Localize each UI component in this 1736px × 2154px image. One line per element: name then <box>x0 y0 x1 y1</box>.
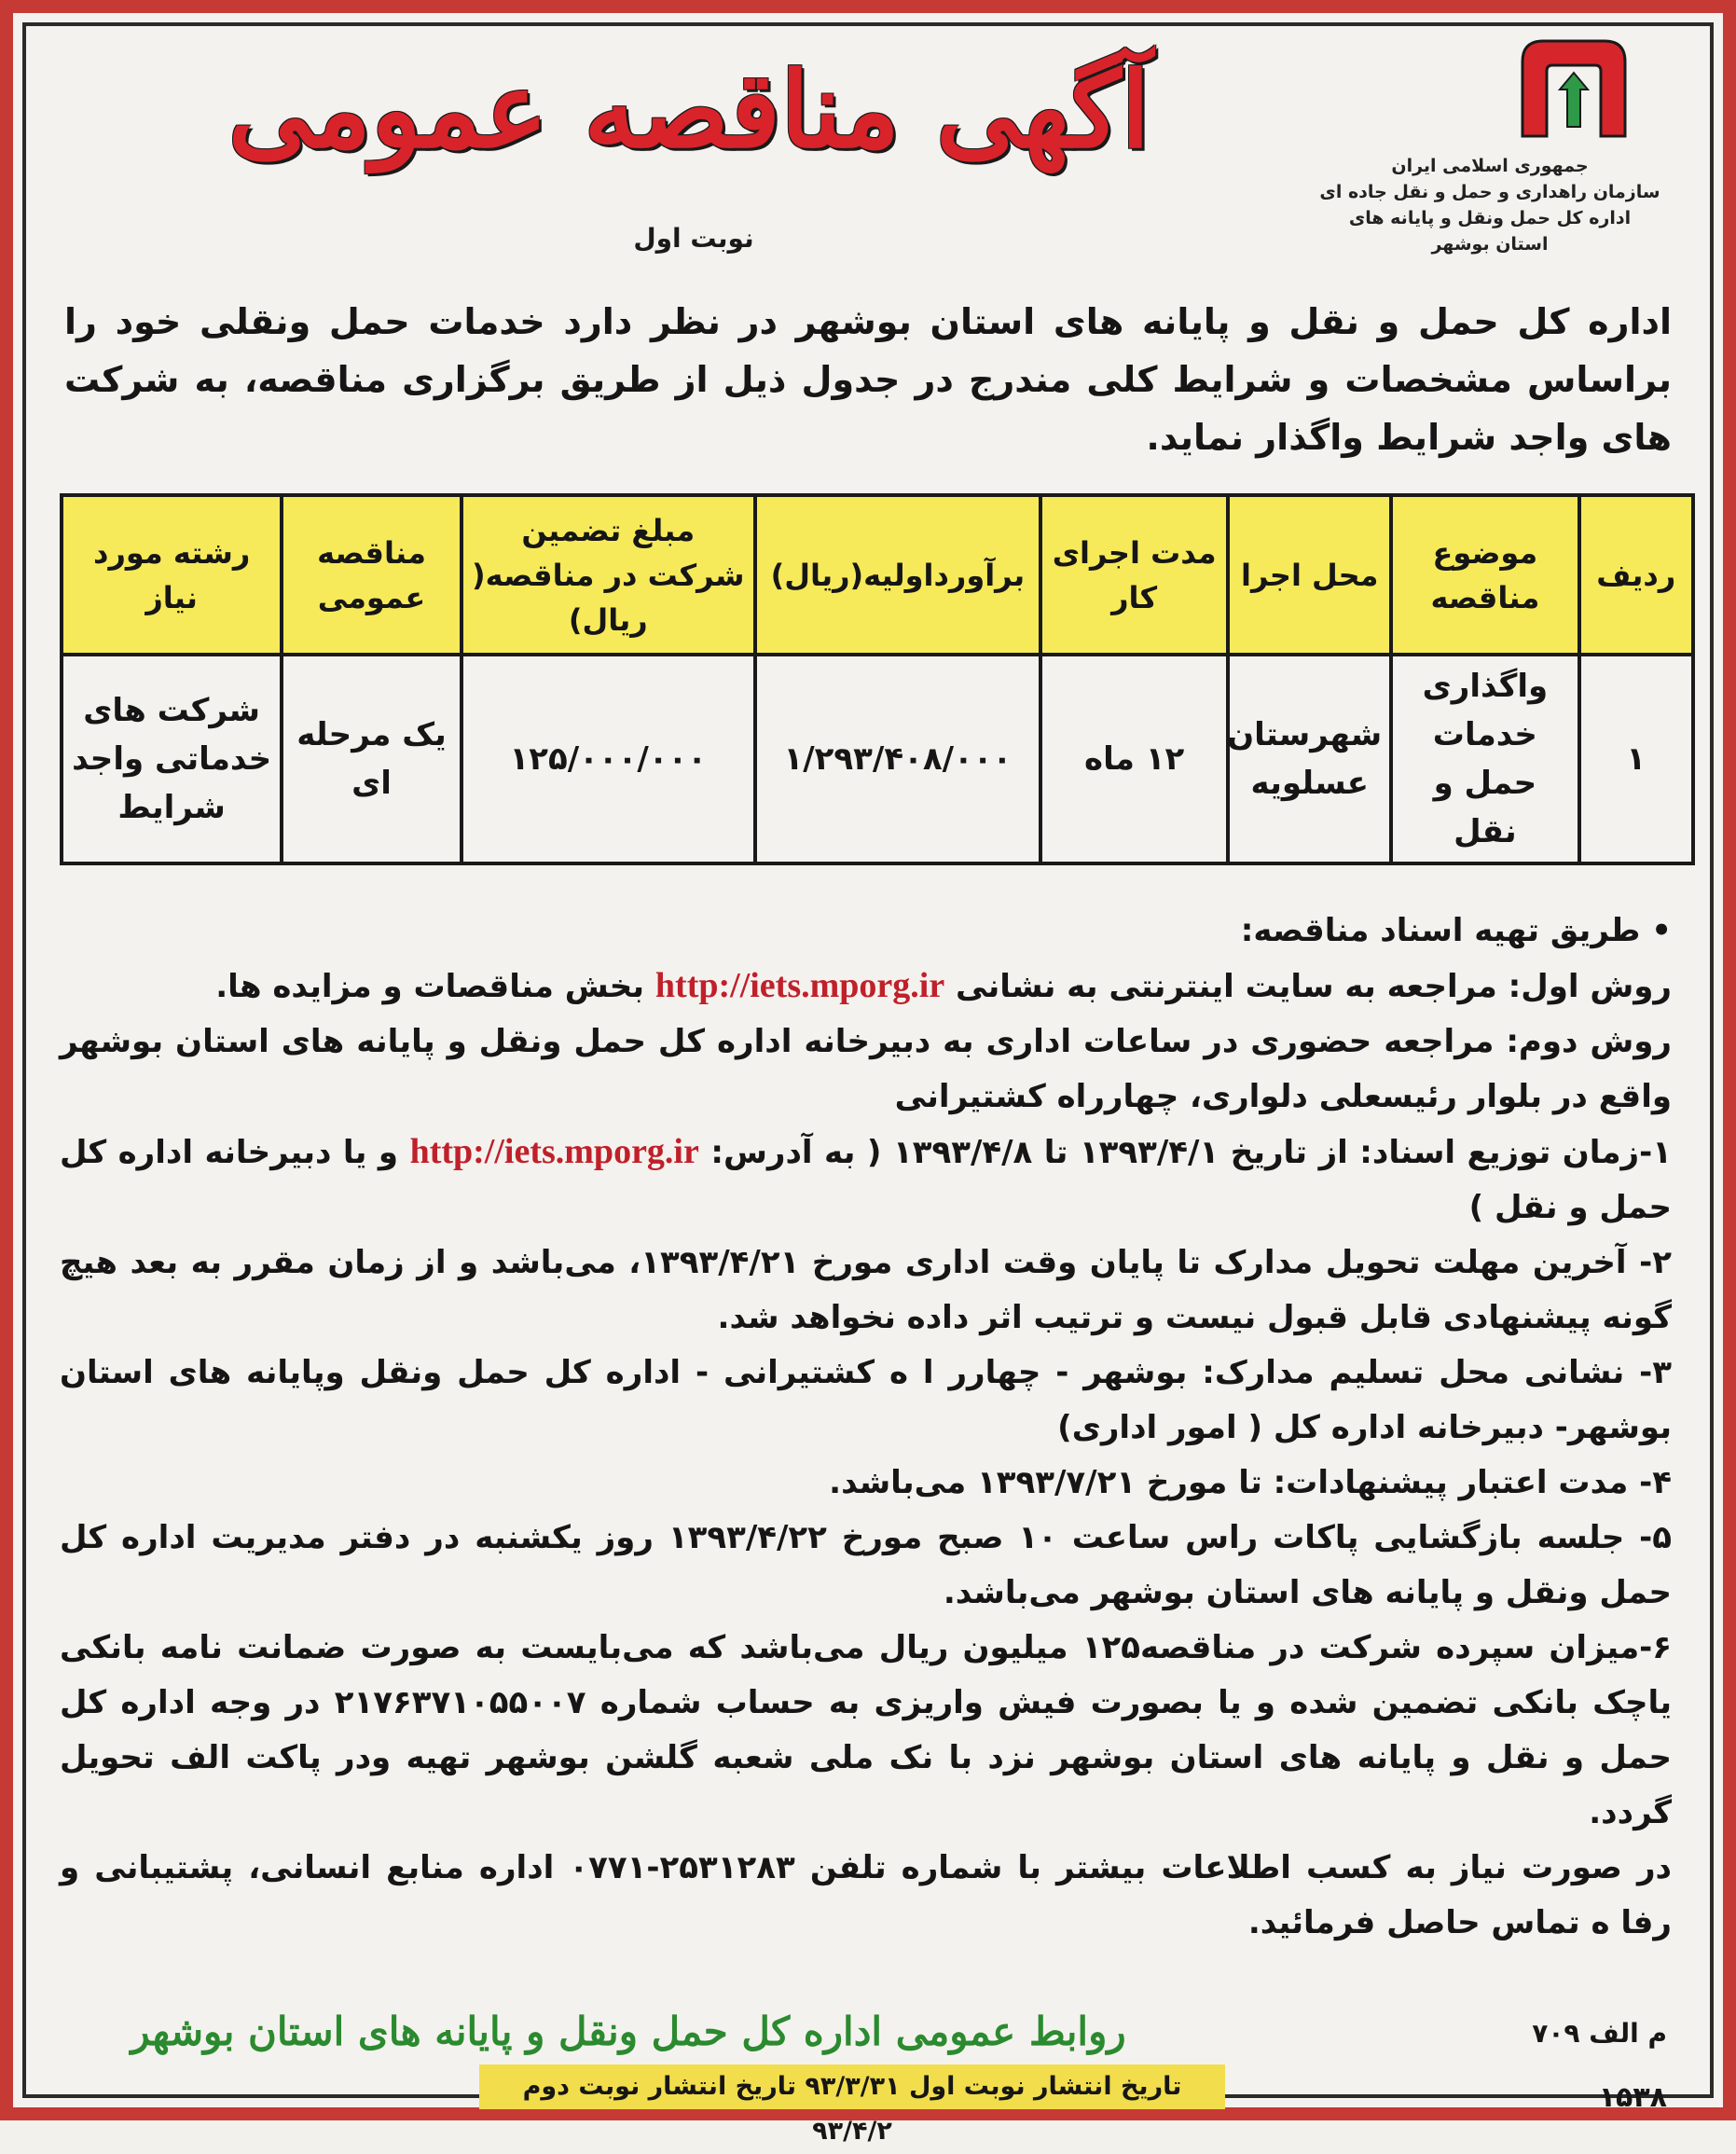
org-line: جمهوری اسلامی ایران <box>1391 156 1589 176</box>
org-line: استان بوشهر <box>1431 234 1549 255</box>
page-number: ۱۵۳۸ <box>1598 2081 1667 2114</box>
item-deadline: ۲- آخرین مهلت تحویل مدارک تا پایان وقت اداری مورخ ۱۳۹۳/۴/۲۱، می‌باشد و از زمان مقرر به بعد هیچ گونه پیشنهادی قابل قبول نیست و ترتیب اثر داده نخواهد شد. <box>60 1244 1672 1336</box>
table-cell: شهرستان عسلویه <box>1228 655 1391 863</box>
item-one-suffix: و یا دبیرخانه اداره کل حمل و نقل ) <box>60 1134 1672 1226</box>
item-opening-session: ۵- جلسه بازگشایی پاکات راس ساعت ۱۰ صبح مورخ ۱۳۹۳/۴/۲۲ روز یکشنبه در دفتر مدیریت اداره کل حمل ونقل و پایانه های استان بوشهر می‌باشد. <box>60 1519 1672 1611</box>
column-header: مدت اجرای کار <box>1040 495 1228 655</box>
column-header: رشته مورد نیاز <box>62 495 282 655</box>
table-row <box>62 655 1693 863</box>
method-two: روش دوم: مراجعه حضوری در ساعات اداری به دبیرخانه اداره کل حمل ونقل و پایانه های استان بوشهر واقع در بلوار رئیسعلی دلواری، چهارراه کشتیرانی <box>60 1023 1672 1115</box>
column-header: موضوع مناقصه <box>1391 495 1578 655</box>
road-maintenance-logo-icon <box>1513 34 1634 145</box>
table-cell: ۱/۲۹۳/۴۰۸/۰۰۰ <box>755 655 1040 863</box>
method-one <box>60 959 1672 1015</box>
table-cell: ۱۲ ماه <box>1040 655 1228 863</box>
table-cell: یک مرحله ای <box>282 655 462 863</box>
column-header: برآورداولیه(ریال) <box>755 495 1040 655</box>
item-submission-address: ۳- نشانی محل تسلیم مدارک: بوشهر - چهارر ا ه کشتیرانی - اداره کل حمل ونقل وپایانه های استان بوشهر- دبیرخانه اداره کل ( امور اداری) <box>60 1354 1672 1446</box>
page-title: آگهی مناقصه عمومی <box>227 49 1150 172</box>
column-header: مناقصه عمومی <box>282 495 462 655</box>
public-relations-signature: روابط عمومی اداره کل حمل ونقل و پایانه های استان بوشهر <box>131 2009 1126 2054</box>
contact-info: در صورت نیاز به کسب اطلاعات بیشتر با شماره تلفن ۲۵۳۱۲۸۳-۰۷۷۱ اداره منابع انسانی، پشتیبانی و رفا ه تماس حاصل فرمائید. <box>60 1849 1672 1941</box>
item-validity: ۴- مدت اعتبار پیشنهادات: تا مورخ ۱۳۹۳/۷/۲۱ می‌باشد. <box>829 1464 1672 1501</box>
method-one-text: روش اول: مراجعه به سایت اینترنتی به نشانی <box>956 968 1672 1005</box>
table-header-row <box>62 495 1693 655</box>
table-cell: ۱ <box>1579 655 1694 863</box>
organization-block <box>1294 153 1686 257</box>
docs-heading: • طریق تهیه اسناد مناقصه: <box>1240 912 1672 949</box>
table-cell: ۱۲۵/۰۰۰/۰۰۰ <box>462 655 755 863</box>
column-header: ردیف <box>1579 495 1694 655</box>
org-line: سازمان راهداری و حمل و نقل جاده ای <box>1319 182 1660 202</box>
intro-paragraph: اداره کل حمل و نقل و پایانه های استان بوشهر در نظر دارد خدمات حمل ونقلی خود را براساس مشخصات و شرایط کلی مندرج در جدول ذیل از طریق برگزاری مناقصه، به شرکت های واجد شرایط واگذار نماید. <box>64 301 1672 458</box>
website-link[interactable]: http://iets.mporg.ir <box>654 966 945 1005</box>
item-deposit: ۶-میزان سپرده شرکت در مناقصه۱۲۵ میلیون ریال می‌باشد که می‌بایست به صورت ضمانت نامه بانکی یاچک بانکی تضمین شده و یا بصورت فیش واریزی به حساب شماره ۲۱۷۶۳۷۱۰۵۵۰۰۷ در وجه اداره کل حمل و نقل و پایانه های استان بوشهر نزد با نک ملی شعبه گلشن بوشهر تهیه ودر پاکت الف تحویل گردد. <box>60 1629 1672 1831</box>
tender-table <box>60 493 1695 857</box>
publication-dates: تاریخ انتشار نوبت اول ۹۳/۳/۳۱ تاریخ انتشار نوبت دوم ۹۳/۴/۲ <box>479 2064 1225 2109</box>
ad-code: م الف ۷۰۹ <box>1532 2018 1667 2049</box>
round-label: نوبت اول <box>633 223 754 254</box>
table-cell: شرکت های خدماتی واجد شرایط <box>62 655 282 863</box>
column-header: مبلغ تضمین شرکت در مناقصه( ریال) <box>462 495 755 655</box>
item-distribution-time <box>60 1125 1672 1236</box>
method-one-suffix: بخش مناقصات و مزایده ها. <box>215 968 645 1005</box>
website-link[interactable]: http://iets.mporg.ir <box>409 1132 699 1171</box>
org-line: اداره کل حمل ونقل و پایانه های <box>1348 208 1632 228</box>
conditions-section <box>60 904 1672 1951</box>
item-one-text: ۱-زمان توزیع اسناد: از تاریخ ۱۳۹۳/۴/۱ تا ۱۳۹۳/۴/۸ ( به آدرس: <box>710 1134 1672 1171</box>
table-cell: واگذاری خدمات حمل و نقل <box>1391 655 1578 863</box>
column-header: محل اجرا <box>1228 495 1391 655</box>
